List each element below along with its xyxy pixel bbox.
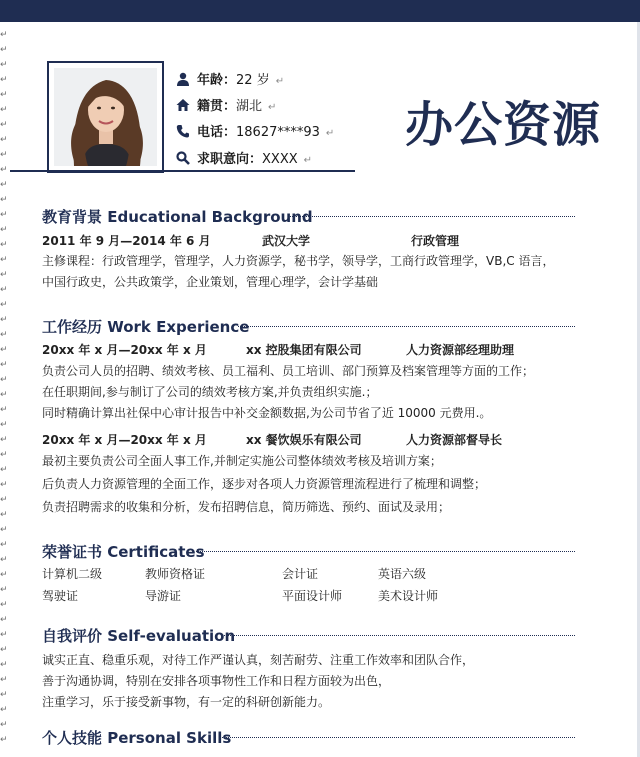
profile-photo-frame: [47, 61, 164, 173]
margin-mark: ↵: [0, 435, 8, 445]
margin-mark: ↵: [0, 675, 8, 685]
edu-courses-line: 中国行政史，公共政策学，企业策划，管理心理学，会计学基础: [42, 275, 379, 289]
certificate-item: 美术设计师: [378, 589, 439, 603]
paragraph-mark: ↵: [275, 76, 285, 87]
margin-mark: ↵: [0, 150, 8, 160]
margin-mark: ↵: [0, 570, 8, 580]
margin-mark: ↵: [0, 30, 8, 40]
margin-mark: ↵: [0, 315, 8, 325]
margin-marks: [0, 28, 10, 748]
info-age: [176, 72, 284, 91]
margin-mark: ↵: [0, 300, 8, 310]
job-detail-line: 最初主要负责公司全面人事工作,并制定实施公司整体绩效考核及培训方案；: [42, 454, 442, 468]
margin-mark: ↵: [0, 525, 8, 535]
margin-mark: ↵: [0, 615, 8, 625]
margin-mark: ↵: [0, 495, 8, 505]
info-phone: [176, 124, 334, 143]
certificate-item: 英语六级: [378, 567, 427, 581]
job-detail-line: 负责公司人员的招聘、绩效考核、员工福利、员工培训、部门预算及档案管理等方面的工作；: [42, 364, 535, 378]
margin-mark: ↵: [0, 420, 8, 430]
info-job-target: [176, 151, 312, 170]
certificate-item: 驾驶证: [42, 589, 79, 603]
job-value: XXXX: [262, 152, 298, 167]
margin-mark: ↵: [0, 600, 8, 610]
phone-label: 电话：: [197, 125, 237, 140]
margin-mark: ↵: [0, 60, 8, 70]
margin-mark: ↵: [0, 390, 8, 400]
home-icon: [176, 98, 190, 112]
self-eval-line: 注重学习，乐于接受新事物，有一定的科研创新能力。: [42, 695, 331, 709]
margin-mark: ↵: [0, 45, 8, 55]
margin-mark: ↵: [0, 630, 8, 640]
job-position: 人力资源部经理助理: [406, 343, 515, 357]
edu-major: 行政管理: [411, 234, 460, 248]
margin-mark: ↵: [0, 510, 8, 520]
paragraph-mark: ↵: [268, 102, 277, 113]
job-label: 求职意向：: [197, 152, 263, 167]
certificate-item: 导游证: [145, 589, 182, 603]
age-value: 22 岁: [236, 73, 270, 88]
margin-mark: ↵: [0, 720, 8, 730]
job-detail-line: 同时精确计算出社保中心审计报告中补交金额数据,为公司节省了近 10000 元费用.。: [42, 406, 492, 420]
job-detail-line: 后负责人力资源管理的全面工作，逐步对各项人力资源管理流程进行了梳理和调整；: [42, 477, 487, 491]
margin-mark: ↵: [0, 465, 8, 475]
margin-mark: ↵: [0, 180, 8, 190]
margin-mark: ↵: [0, 405, 8, 415]
self-eval-line: 诚实正直、稳重乐观，对待工作严谨认真，刻苦耐劳、注重工作效率和团队合作，: [42, 653, 475, 667]
job-detail-line: 在任职期间,参与制订了公司的绩效考核方案,并负责组织实施.；: [42, 385, 378, 399]
section-title-work: 工作经历 Work Experience: [42, 318, 250, 336]
margin-mark: ↵: [0, 270, 8, 280]
margin-mark: ↵: [0, 225, 8, 235]
info-hometown: [176, 98, 276, 117]
job-period: 20xx 年 x 月—20xx 年 x 月: [42, 433, 207, 447]
top-banner: [0, 0, 640, 22]
paragraph-mark: ↵: [303, 155, 313, 166]
section-title-education: 教育背景 Educational Background: [42, 208, 313, 226]
margin-mark: ↵: [0, 450, 8, 460]
margin-mark: ↵: [0, 555, 8, 565]
margin-mark: ↵: [0, 480, 8, 490]
paragraph-mark: ↵: [325, 128, 335, 139]
job-period: 20xx 年 x 月—20xx 年 x 月: [42, 343, 207, 357]
margin-mark: ↵: [0, 195, 8, 205]
margin-mark: ↵: [0, 240, 8, 250]
age-label: 年龄：: [197, 73, 237, 88]
margin-mark: ↵: [0, 360, 8, 370]
margin-mark: ↵: [0, 255, 8, 265]
margin-mark: ↵: [0, 645, 8, 655]
section-title-certificates: 荣誉证书 Certificates: [42, 543, 205, 561]
section-divider: [288, 216, 575, 217]
section-divider: [196, 551, 575, 552]
edu-courses-line: 主修课程：行政管理学，管理学，人力资源学，秘书学，领导学，工商行政管理学，VB,C 语言，: [42, 254, 555, 268]
margin-mark: ↵: [0, 375, 8, 385]
margin-mark: ↵: [0, 105, 8, 115]
margin-mark: ↵: [0, 585, 8, 595]
phone-icon: [176, 124, 190, 138]
margin-mark: ↵: [0, 345, 8, 355]
job-company: xx 控股集团有限公司: [246, 343, 362, 357]
phone-value: 18627****93: [236, 125, 320, 140]
margin-mark: ↵: [0, 690, 8, 700]
hometown-label: 籍贯：: [197, 99, 237, 114]
job-position: 人力资源部督导长: [406, 433, 503, 447]
section-divider: [220, 737, 575, 738]
margin-mark: ↵: [0, 330, 8, 340]
certificate-item: 计算机二级: [42, 567, 103, 581]
margin-mark: ↵: [0, 135, 8, 145]
margin-mark: ↵: [0, 735, 8, 745]
certificate-item: 教师资格证: [145, 567, 206, 581]
certificate-item: 会计证: [282, 567, 319, 581]
person-icon: [176, 72, 190, 86]
margin-mark: ↵: [0, 120, 8, 130]
section-title-skills: 个人技能 Personal Skills: [42, 729, 232, 747]
profile-photo: [54, 68, 157, 166]
edu-period: 2011 年 9 月—2014 年 6 月: [42, 234, 211, 248]
margin-mark: ↵: [0, 660, 8, 670]
section-title-self-eval: 自我评价 Self-evaluation: [42, 627, 236, 645]
job-company: xx 餐饮娱乐有限公司: [246, 433, 362, 447]
job-detail-line: 负责招聘需求的收集和分析，发布招聘信息，简历筛选、预约、面试及录用；: [42, 500, 451, 514]
section-divider: [238, 326, 575, 327]
header-underline: [10, 170, 355, 172]
hometown-value: 湖北: [236, 99, 263, 114]
margin-mark: ↵: [0, 540, 8, 550]
edu-school: 武汉大学: [262, 234, 311, 248]
margin-mark: ↵: [0, 75, 8, 85]
self-eval-line: 善于沟通协调，特别在安排各项事物性工作和日程方面较为出色，: [42, 674, 391, 688]
search-icon: [176, 151, 190, 165]
margin-mark: ↵: [0, 165, 8, 175]
certificate-item: 平面设计师: [282, 589, 343, 603]
big-title: 办公资源: [405, 97, 602, 153]
margin-mark: ↵: [0, 705, 8, 715]
section-divider: [224, 635, 575, 636]
margin-mark: ↵: [0, 285, 8, 295]
margin-mark: ↵: [0, 210, 8, 220]
margin-mark: ↵: [0, 90, 8, 100]
